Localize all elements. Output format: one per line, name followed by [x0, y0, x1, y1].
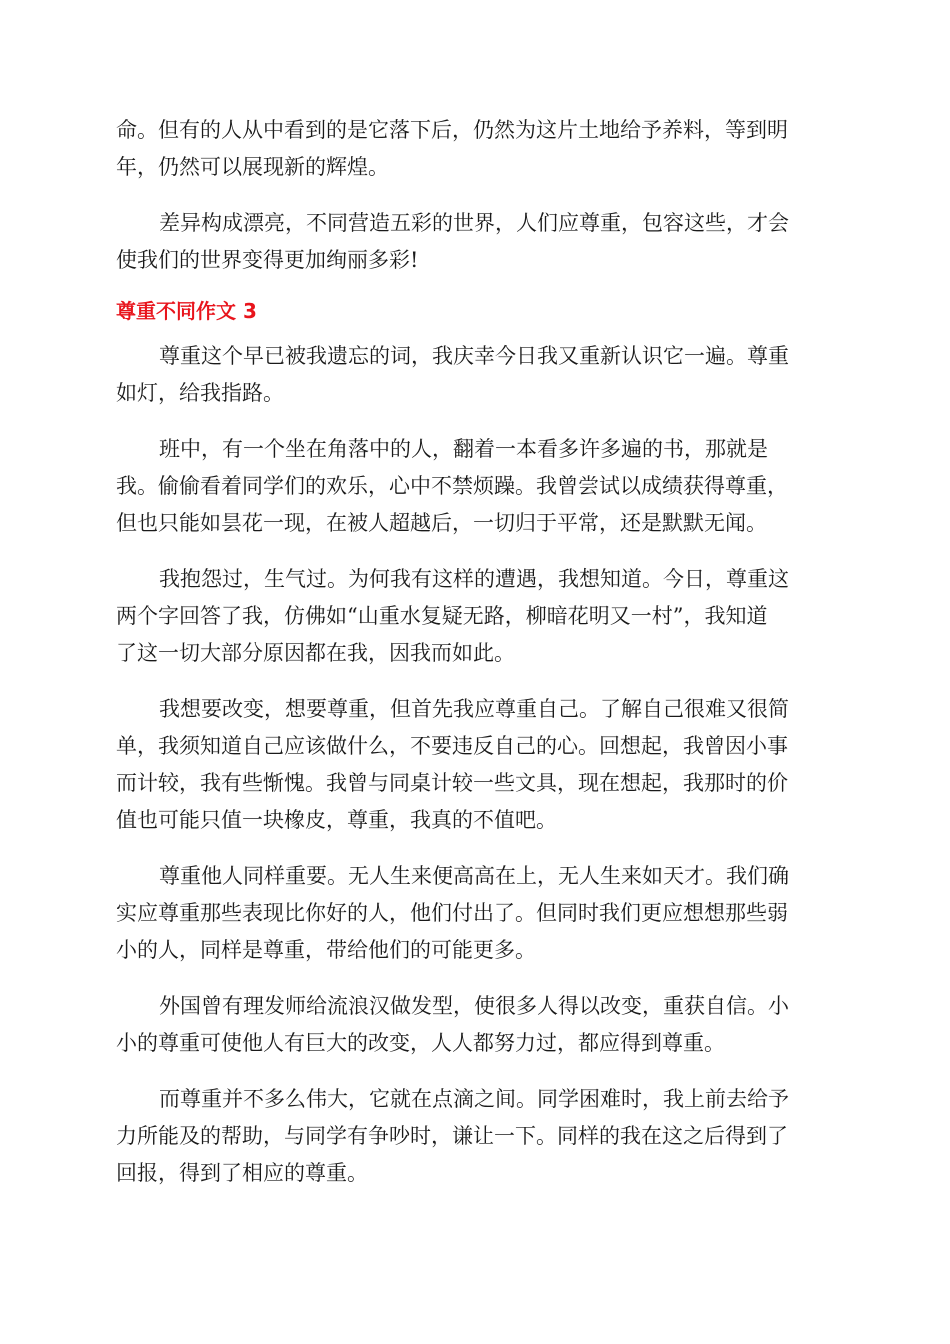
paragraph-line: 力所能及的帮助，与同学有争吵时，谦让一下。同样的我在这之后得到了 [116, 1124, 788, 1148]
document-page [116, 112, 832, 1211]
paragraph [116, 112, 832, 186]
paragraph [116, 205, 832, 279]
paragraph-line: 我想要改变，想要尊重，但首先我应尊重自己。了解自己很难又很简 [159, 697, 789, 721]
paragraph-line: 小的尊重可使他人有巨大的改变，人人都努力过，都应得到尊重。 [116, 1031, 725, 1055]
paragraph [116, 431, 832, 542]
paragraph-line: 差异构成漂亮，不同营造五彩的世界，人们应尊重，包容这些，才会 [159, 211, 789, 235]
paragraph-line: 值也可能只值一块橡皮，尊重，我真的不值吧。 [116, 808, 557, 832]
paragraph [116, 691, 832, 839]
paragraph-line: 使我们的世界变得更加绚丽多彩! [116, 248, 419, 272]
paragraph-line: 但也只能如昙花一现，在被人超越后，一切归于平常，还是默默无闻。 [116, 511, 767, 535]
paragraph [116, 338, 832, 412]
paragraph [116, 988, 832, 1062]
paragraph-line: 命。但有的人从中看到的是它落下后，仍然为这片土地给予养料，等到明 [116, 118, 788, 142]
paragraph-line: 尊重他人同样重要。无人生来便高高在上，无人生来如天才。我们确 [159, 864, 789, 888]
paragraph-line: 我。偷偷看着同学们的欢乐，心中不禁烦躁。我曾尝试以成绩获得尊重， [116, 474, 788, 498]
paragraph-line: 实应尊重那些表现比你好的人，他们付出了。但同时我们更应想想那些弱 [116, 901, 788, 925]
paragraph-line: 小的人，同样是尊重，带给他们的可能更多。 [116, 938, 536, 962]
paragraph-line: 我抱怨过，生气过。为何我有这样的遭遇，我想知道。今日，尊重这 [159, 567, 789, 591]
paragraph-line: 尊重这个早已被我遗忘的词，我庆幸今日我又重新认识它一遍。尊重 [159, 344, 789, 368]
paragraph-line: 回报，得到了相应的尊重。 [116, 1161, 368, 1185]
paragraph-line: 两个字回答了我，仿佛如“山重水复疑无路，柳暗花明又一村”，我知道 [116, 604, 768, 628]
paragraphs-before-heading [116, 112, 832, 279]
paragraph-line: 了这一切大部分原因都在我，因我而如此。 [116, 641, 515, 665]
paragraph-line: 如灯，给我指路。 [116, 381, 284, 405]
paragraph-line: 单，我须知道自己应该做什么，不要违反自己的心。回想起，我曾因小事 [116, 734, 788, 758]
section-heading: 尊重不同作文 3 [116, 299, 257, 323]
paragraph [116, 1081, 832, 1192]
paragraph [116, 858, 832, 969]
paragraph-line: 外国曾有理发师给流浪汉做发型，使很多人得以改变，重获自信。小 [159, 994, 789, 1018]
paragraph-line: 班中，有一个坐在角落中的人，翻着一本看多许多遍的书，那就是 [159, 437, 768, 461]
paragraph-line: 而计较，我有些惭愧。我曾与同桌计较一些文具，现在想起，我那时的价 [116, 771, 788, 795]
paragraph [116, 561, 832, 672]
paragraph-line: 而尊重并不多么伟大，它就在点滴之间。同学困难时，我上前去给予 [159, 1087, 789, 1111]
paragraph-line: 年，仍然可以展现新的辉煌。 [116, 155, 389, 179]
paragraphs-after-heading [116, 338, 832, 1192]
